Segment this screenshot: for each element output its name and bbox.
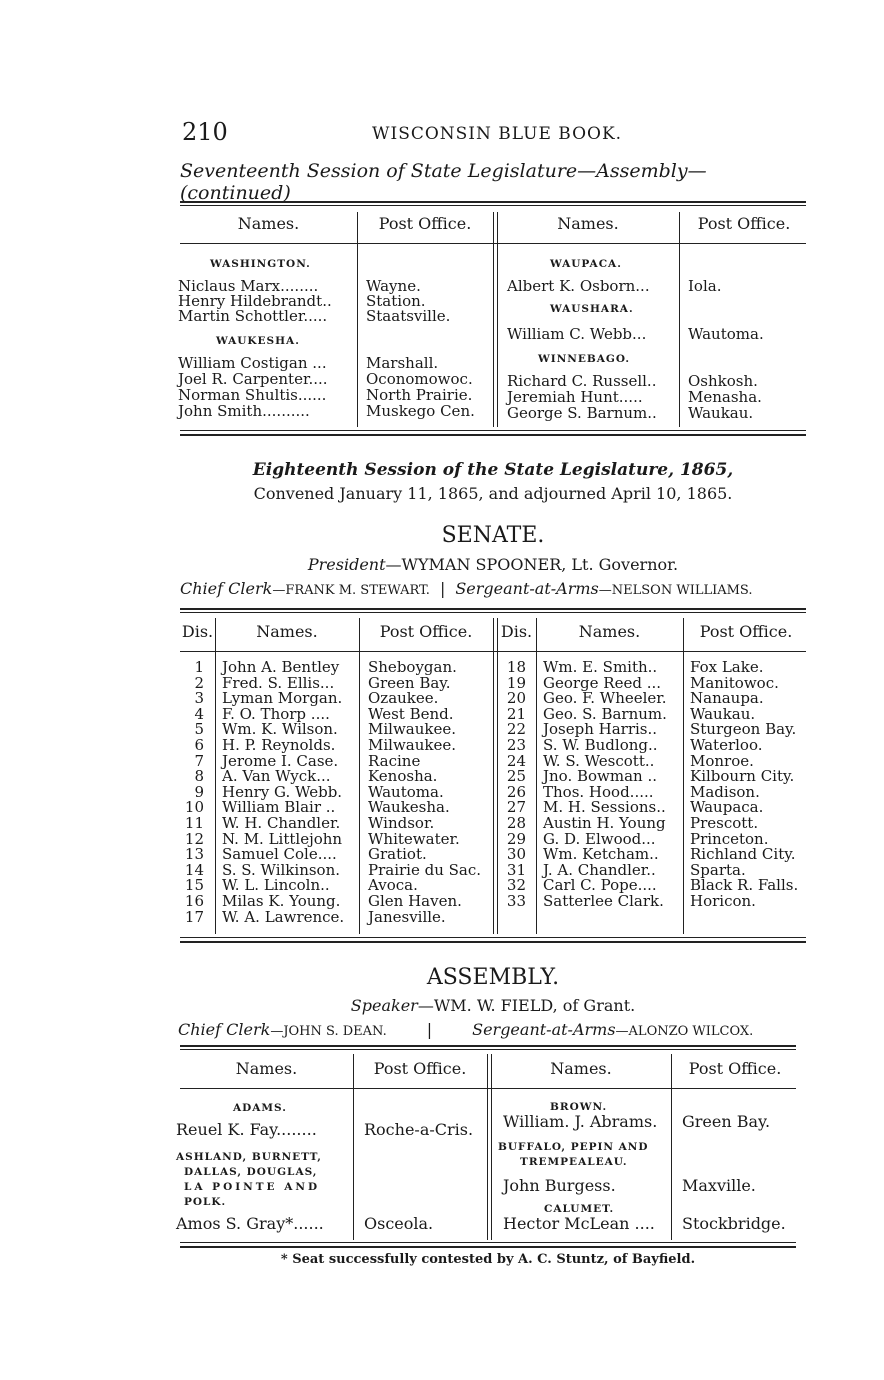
sergeant-label: Sergeant-at-Arms: [472, 1020, 616, 1039]
rule: [180, 1049, 796, 1050]
assembly-officers: [178, 1020, 810, 1039]
post-office: Osceola.: [364, 1214, 434, 1233]
senator-name: William Blair ..: [222, 798, 336, 817]
footnote: * Seat successfully contested by A. C. Stuntz, of Bayfield.: [280, 1252, 696, 1267]
district-number: 16: [184, 892, 204, 910]
column-divider: [679, 212, 680, 427]
member-name: Richard C. Russell..: [507, 372, 657, 390]
district-number: 8: [194, 767, 204, 786]
member-name: Albert K. Osborn...: [507, 277, 650, 295]
senator-name: J. A. Chandler..: [543, 860, 656, 879]
senator-name: Fred. S. Ellis...: [222, 673, 335, 692]
post-office: Green Bay.: [368, 673, 451, 692]
post-office: Waukesha.: [368, 798, 450, 817]
post-office: Station.: [366, 292, 426, 310]
district-number: 31: [506, 860, 526, 879]
district-number: 19: [506, 673, 526, 692]
senator-name: Satterlee Clark.: [543, 892, 664, 910]
district-number: 7: [194, 751, 204, 770]
post-office: Marshall.: [366, 354, 439, 372]
post-office: Black R. Falls.: [690, 876, 799, 895]
county-label: BROWN.: [550, 1101, 608, 1113]
senator-name: N. M. Littlejohn: [222, 829, 343, 848]
col-header: Names.: [578, 622, 641, 641]
post-office: Menasha.: [688, 388, 762, 406]
column-divider: [215, 618, 216, 934]
post-office: Kenosha.: [368, 767, 438, 786]
district-number: 15: [184, 876, 204, 895]
col-header: Names.: [550, 1059, 612, 1078]
senator-name: Henry G. Webb.: [222, 782, 343, 801]
senator-name: H. P. Reynolds.: [222, 736, 336, 754]
col-header: Names.: [235, 1059, 298, 1078]
senator-name: Carl C. Pope....: [543, 876, 657, 895]
post-office: Janesville.: [368, 907, 446, 926]
member-name: Niclaus Marx........: [178, 277, 319, 295]
district-number: 26: [506, 782, 526, 801]
post-office: Green Bay.: [682, 1112, 771, 1131]
senator-name: S. W. Budlong..: [543, 736, 658, 754]
president-value: —WYMAN SPOONER, Lt. Governor.: [385, 555, 679, 574]
senator-name: Samuel Cole....: [222, 845, 337, 864]
senator-name: M. H. Sessions..: [543, 798, 666, 817]
assembly-speaker: [180, 996, 806, 1015]
col-header: Post Office.: [378, 214, 472, 233]
member-name: Amos S. Gray*......: [176, 1214, 324, 1233]
senator-name: Wm. E. Smith..: [543, 658, 658, 676]
district-number: 10: [184, 798, 204, 817]
county-label: POLK.: [184, 1196, 227, 1208]
senator-name: A. Van Wyck...: [222, 767, 331, 786]
rule: [180, 1246, 796, 1248]
post-office: Whitewater.: [368, 829, 460, 848]
sergeant-value: —NELSON WILLIAMS.: [598, 583, 753, 598]
senator-name: Austin H. Young: [543, 814, 666, 832]
post-office: Milwaukee.: [368, 736, 457, 754]
post-office: Kilbourn City.: [690, 767, 795, 786]
speaker-label: Speaker: [350, 996, 418, 1015]
district-number: 2: [194, 673, 204, 692]
rule: [180, 1088, 796, 1089]
post-office: Waukau.: [690, 704, 756, 723]
senator-name: Wm. Ketcham..: [543, 845, 659, 864]
president-label: President: [307, 555, 386, 574]
district-number: 3: [194, 689, 204, 708]
county-label: LA POINTE AND: [184, 1181, 321, 1193]
member-name: George S. Barnum..: [507, 404, 657, 422]
district-number: 18: [506, 658, 526, 676]
post-office: Sparta.: [690, 860, 746, 879]
post-office: Nanaupa.: [690, 689, 764, 708]
column-divider: [487, 1054, 488, 1240]
column-divider: [491, 1054, 492, 1240]
post-office: Fox Lake.: [690, 658, 764, 676]
rule: [180, 434, 806, 436]
district-number: 22: [506, 720, 526, 739]
col-header: Post Office.: [379, 622, 473, 641]
post-office: Iola.: [688, 277, 722, 295]
county-label: BUFFALO, PEPIN AND: [498, 1141, 649, 1153]
col-header: Names.: [256, 622, 318, 641]
col-header: Post Office.: [688, 1059, 782, 1078]
district-number: 28: [506, 814, 526, 832]
post-office: Wautoma.: [688, 325, 764, 343]
post-office: Glen Haven.: [368, 892, 462, 910]
separator: |: [426, 1020, 433, 1039]
senator-name: Geo. S. Barnum.: [543, 704, 667, 723]
senator-name: W. S. Wescott..: [543, 751, 655, 770]
member-name: Martin Schottler.....: [178, 307, 328, 325]
member-name: Henry Hildebrandt..: [178, 292, 332, 310]
district-number: 23: [506, 736, 526, 754]
district-number: 1: [194, 658, 204, 676]
speaker-value: —WM. W. FIELD, of Grant.: [417, 996, 636, 1015]
post-office: West Bend.: [368, 704, 454, 723]
county-label: ADAMS.: [233, 1102, 287, 1114]
senator-name: Thos. Hood.....: [543, 782, 654, 801]
district-number: 21: [506, 704, 526, 723]
column-divider: [359, 618, 360, 934]
rule: [180, 205, 806, 206]
col-header: Post Office.: [699, 622, 793, 641]
post-office: Oshkosh.: [688, 372, 758, 390]
clerk-label: Chief Clerk: [178, 1020, 271, 1039]
col-header: Post Office.: [373, 1059, 467, 1078]
post-office: Muskego Cen.: [366, 402, 475, 420]
post-office: Wayne.: [366, 277, 421, 295]
post-office: Ozaukee.: [368, 689, 439, 708]
column-divider: [493, 618, 494, 934]
senator-name: George Reed ...: [543, 673, 662, 692]
post-office: Richland City.: [690, 845, 796, 864]
column-divider: [671, 1054, 672, 1240]
senator-name: W. L. Lincoln..: [222, 876, 330, 895]
clerk-value: —FRANK M. STEWART.: [272, 583, 430, 598]
district-number: 9: [194, 782, 204, 801]
district-number: 17: [184, 907, 204, 926]
rule: [180, 201, 806, 203]
county-label: WASHINGTON.: [210, 258, 311, 270]
post-office: Princeton.: [690, 829, 769, 848]
rule: [180, 1045, 796, 1047]
post-office: Waupaca.: [690, 798, 764, 817]
post-office: Prescott.: [690, 814, 759, 832]
senator-name: W. H. Chandler.: [222, 814, 341, 832]
session-title: Eighteenth Session of the State Legislature, 1865,: [252, 460, 734, 480]
clerk-label: Chief Clerk: [180, 579, 273, 598]
page-number: 210: [182, 118, 228, 146]
district-number: 11: [184, 814, 204, 832]
rule: [180, 1242, 796, 1243]
district-number: 25: [506, 767, 526, 786]
col-header: Dis.: [500, 622, 533, 641]
district-number: 30: [506, 845, 526, 864]
post-office: Racine: [368, 751, 421, 770]
senator-name: F. O. Thorp ....: [222, 704, 330, 723]
member-name: Hector McLean ....: [503, 1214, 655, 1233]
member-name: William Costigan ...: [178, 354, 327, 372]
county-label: WAUPACA.: [550, 258, 622, 270]
member-name: Reuel K. Fay........: [176, 1120, 317, 1139]
post-office: Wautoma.: [368, 782, 444, 801]
separator: |: [439, 579, 446, 598]
senator-name: Jerome I. Case.: [222, 751, 339, 770]
rule: [180, 937, 806, 938]
clerk-value: —JOHN S. DEAN.: [270, 1024, 387, 1039]
post-office: Waterloo.: [690, 736, 763, 754]
district-number: 14: [184, 860, 204, 879]
member-name: William C. Webb...: [507, 325, 647, 343]
county-label: WINNEBAGO.: [538, 353, 631, 365]
col-header: Post Office.: [697, 214, 791, 233]
district-number: 33: [506, 892, 526, 910]
post-office: Sturgeon Bay.: [690, 720, 797, 739]
post-office: Stockbridge.: [682, 1214, 786, 1233]
session-dates: Convened January 11, 1865, and adjourned April 10, 1865.: [253, 484, 733, 503]
district-number: 13: [184, 845, 204, 864]
county-label: WAUKESHA.: [216, 335, 300, 347]
running-title: WISCONSIN BLUE BOOK.: [372, 124, 623, 144]
post-office: Oconomowoc.: [366, 370, 473, 388]
senate-heading: SENATE.: [441, 523, 545, 548]
rule: [180, 430, 806, 431]
post-office: Manitowoc.: [690, 673, 779, 692]
county-label: DALLAS, DOUGLAS,: [184, 1166, 318, 1178]
column-divider: [357, 212, 358, 427]
senator-name: Geo. F. Wheeler.: [543, 689, 667, 708]
post-office: Maxville.: [682, 1176, 756, 1195]
rule: [180, 612, 806, 613]
col-header: Dis.: [181, 622, 214, 641]
district-number: 29: [506, 829, 526, 848]
senator-name: Wm. K. Wilson.: [222, 720, 338, 739]
district-number: 4: [194, 704, 204, 723]
post-office: Avoca.: [368, 876, 418, 895]
post-office: Milwaukee.: [368, 720, 457, 739]
column-divider: [536, 618, 537, 934]
post-office: North Prairie.: [366, 386, 473, 404]
post-office: Monroe.: [690, 751, 754, 770]
senate-officers: [180, 579, 810, 598]
county-label: WAUSHARA.: [550, 303, 634, 315]
senator-name: John A. Bentley: [222, 658, 340, 676]
post-office: Windsor.: [368, 814, 435, 832]
district-number: 20: [506, 689, 526, 708]
district-number: 12: [184, 829, 204, 848]
senator-name: Joseph Harris..: [543, 720, 658, 739]
col-header: Names.: [237, 214, 300, 233]
assembly-heading: ASSEMBLY.: [426, 965, 560, 990]
member-name: William. J. Abrams.: [503, 1112, 658, 1131]
post-office: Roche-a-Cris.: [364, 1120, 474, 1139]
member-name: Joel R. Carpenter....: [178, 370, 328, 388]
district-number: 24: [506, 751, 526, 770]
column-divider: [353, 1054, 354, 1240]
rule: [180, 608, 806, 610]
senator-name: Lyman Morgan.: [222, 689, 343, 708]
county-label: TREMPEALEAU.: [520, 1156, 628, 1168]
post-office: Horicon.: [690, 892, 756, 910]
column-divider: [497, 212, 498, 427]
member-name: Norman Shultis......: [178, 386, 327, 404]
sergeant-value: —ALONZO WILCOX.: [615, 1024, 754, 1039]
senator-name: G. D. Elwood...: [543, 829, 656, 848]
county-label: CALUMET.: [544, 1203, 615, 1215]
top-section-title: Seventeenth Session of State Legislature—Assembly—(continued): [180, 160, 707, 204]
senator-name: Jno. Bowman ..: [543, 767, 658, 786]
senator-name: Milas K. Young.: [222, 892, 341, 910]
sergeant-label: Sergeant-at-Arms: [455, 579, 599, 598]
district-number: 27: [506, 798, 526, 817]
senate-president: [180, 555, 806, 574]
rule: [180, 941, 806, 943]
post-office: Gratiot.: [368, 845, 427, 864]
post-office: Staatsville.: [366, 307, 451, 325]
senator-name: W. A. Lawrence.: [222, 907, 345, 926]
member-name: John Smith..........: [178, 402, 310, 420]
post-office: Prairie du Sac.: [368, 860, 482, 879]
post-office: Madison.: [690, 782, 760, 801]
county-label: ASHLAND, BURNETT,: [176, 1151, 322, 1163]
column-divider: [683, 618, 684, 934]
member-name: Jeremiah Hunt.....: [507, 388, 643, 406]
district-number: 5: [194, 720, 204, 739]
post-office: Waukau.: [688, 404, 754, 422]
post-office: Sheboygan.: [368, 658, 457, 676]
district-number: 6: [194, 736, 204, 754]
column-divider: [493, 212, 494, 427]
col-header: Names.: [557, 214, 619, 233]
senator-name: S. S. Wilkinson.: [222, 860, 341, 879]
member-name: John Burgess.: [503, 1176, 616, 1195]
district-number: 32: [506, 876, 526, 895]
